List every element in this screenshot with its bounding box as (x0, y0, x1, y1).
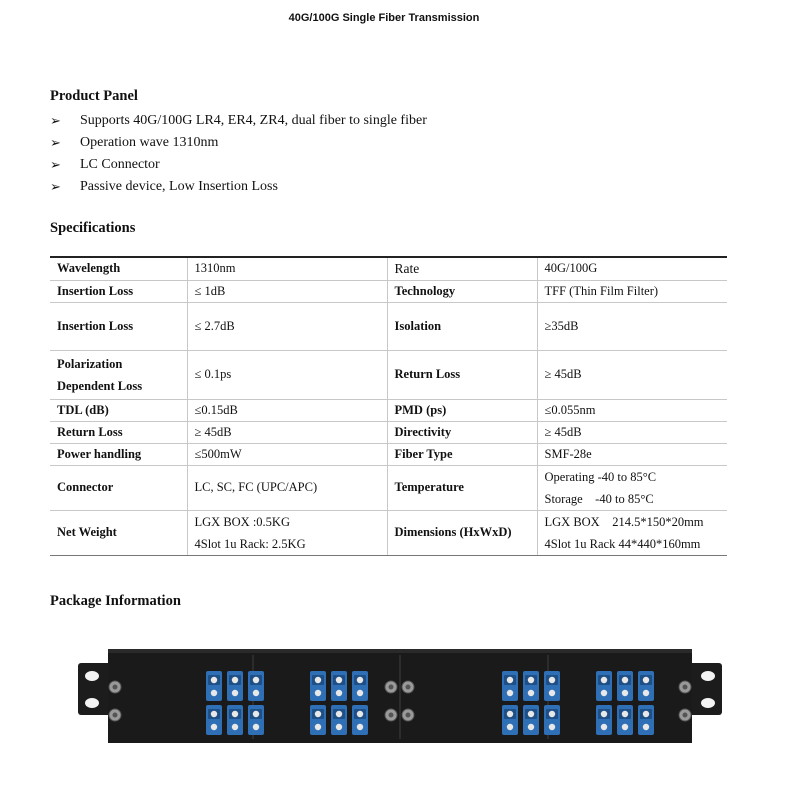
spec-value-cell (537, 510, 727, 555)
feature-text: Passive device, Low Insertion Loss (80, 179, 278, 194)
specifications-table (50, 256, 727, 556)
table-row (50, 510, 727, 555)
spec-value-line: 4Slot 1u Rack 44*440*160mm (544, 536, 701, 551)
thumb-screw (385, 681, 397, 693)
feature-text: Operation wave 1310nm (80, 135, 219, 150)
arrow-bullet-icon: ➢ (50, 157, 61, 172)
lc-adapter (331, 671, 347, 701)
thumb-screw (679, 709, 691, 721)
spec-key-cell: Power handling (50, 443, 187, 465)
spec-key-cell: Rate (387, 257, 537, 280)
spec-value-cell: ≤500mW (187, 443, 387, 465)
lc-adapter (352, 671, 368, 701)
spec-value-line: 4Slot 1u Rack: 2.5KG (194, 536, 306, 551)
table-row (50, 421, 727, 443)
spec-value-cell (187, 510, 387, 555)
list-item (50, 176, 427, 198)
spec-value-cell (537, 465, 727, 510)
spec-value-cell: ≤ 2.7dB (187, 302, 387, 350)
spec-key-text: Polarization Dependent Loss (57, 356, 143, 393)
spec-value-cell: ≤ 0.1ps (187, 350, 387, 399)
feature-list (50, 110, 427, 198)
spec-key-cell: Return Loss (50, 421, 187, 443)
spec-key-cell: PMD (ps) (387, 399, 537, 421)
spec-value-cell: ≥ 45dB (537, 421, 727, 443)
lc-adapter (596, 705, 612, 735)
spec-key-cell: Connector (50, 465, 187, 510)
lc-adapter (331, 705, 347, 735)
ear-hole (85, 671, 99, 681)
lc-adapter (544, 705, 560, 735)
lc-adapter (206, 671, 222, 701)
lc-adapter (248, 671, 264, 701)
thumb-screw (109, 681, 121, 693)
list-item (50, 110, 427, 132)
spec-key-cell: Dimensions (HxWxD) (387, 510, 537, 555)
lc-adapter (502, 705, 518, 735)
spec-key-cell: Insertion Loss (50, 302, 187, 350)
ear-hole (85, 698, 99, 708)
rack-panel-image (78, 635, 722, 745)
spec-value-cell: ≤0.15dB (187, 399, 387, 421)
product-panel-heading: Product Panel (50, 88, 138, 104)
table-row (50, 465, 727, 510)
spec-value-cell: ≥35dB (537, 302, 727, 350)
spec-value-cell: SMF-28e (537, 443, 727, 465)
specifications-heading: Specifications (50, 220, 136, 236)
spec-key-cell: Isolation (387, 302, 537, 350)
table-row (50, 350, 727, 399)
spec-key-cell: Wavelength (50, 257, 187, 280)
spec-value-line: LGX BOX 214.5*150*20mm (544, 514, 704, 529)
spec-key-cell (50, 350, 187, 399)
list-item (50, 132, 427, 154)
spec-key-cell: Net Weight (50, 510, 187, 555)
lc-adapter (502, 671, 518, 701)
spec-value-cell: TFF (Thin Film Filter) (537, 280, 727, 302)
ear-hole (701, 671, 715, 681)
spec-value-line: Operating -40 to 85°C (544, 469, 657, 484)
spec-value-cell: LC, SC, FC (UPC/APC) (187, 465, 387, 510)
thumb-screw (385, 709, 397, 721)
table-row (50, 399, 727, 421)
spec-value-line: LGX BOX :0.5KG (194, 514, 290, 529)
feature-text: Supports 40G/100G LR4, ER4, ZR4, dual fiber to single fiber (80, 113, 427, 128)
feature-text: LC Connector (80, 157, 160, 172)
lc-adapter (638, 671, 654, 701)
arrow-bullet-icon: ➢ (50, 179, 61, 194)
spec-value-line: Storage -40 to 85°C (544, 491, 654, 506)
spec-key-cell: Insertion Loss (50, 280, 187, 302)
spec-value-cell: ≤0.055nm (537, 399, 727, 421)
thumb-screw (402, 709, 414, 721)
lc-adapter (248, 705, 264, 735)
arrow-bullet-icon: ➢ (50, 113, 61, 128)
spec-value-cell: 1310nm (187, 257, 387, 280)
page-title: 40G/100G Single Fiber Transmission (288, 12, 480, 24)
lc-adapter (617, 671, 633, 701)
lc-adapter (617, 705, 633, 735)
thumb-screw (109, 709, 121, 721)
table-row (50, 257, 727, 280)
arrow-bullet-icon: ➢ (50, 135, 61, 150)
lc-adapter (352, 705, 368, 735)
thumb-screw (402, 681, 414, 693)
spec-key-cell: TDL (dB) (50, 399, 187, 421)
lc-adapter (310, 705, 326, 735)
ear-hole (701, 698, 715, 708)
lc-adapter (638, 705, 654, 735)
spec-key-cell: Return Loss (387, 350, 537, 399)
spec-key-cell: Directivity (387, 421, 537, 443)
lc-adapter (310, 671, 326, 701)
spec-key-cell: Temperature (387, 465, 537, 510)
lc-adapter (206, 705, 222, 735)
spec-value-cell: ≤ 1dB (187, 280, 387, 302)
spec-key-cell: Fiber Type (387, 443, 537, 465)
lc-adapter (544, 671, 560, 701)
lc-adapter (523, 671, 539, 701)
table-row (50, 280, 727, 302)
lc-adapter (596, 671, 612, 701)
lc-adapter (227, 705, 243, 735)
table-row (50, 443, 727, 465)
list-item (50, 154, 427, 176)
lc-adapter (523, 705, 539, 735)
table-row (50, 302, 727, 350)
spec-value-cell: 40G/100G (537, 257, 727, 280)
panel-top-edge (108, 649, 692, 653)
lc-adapter (227, 671, 243, 701)
package-information-heading: Package Information (50, 593, 181, 609)
spec-key-cell: Technology (387, 280, 537, 302)
spec-value-cell: ≥ 45dB (187, 421, 387, 443)
spec-value-cell: ≥ 45dB (537, 350, 727, 399)
thumb-screw (679, 681, 691, 693)
